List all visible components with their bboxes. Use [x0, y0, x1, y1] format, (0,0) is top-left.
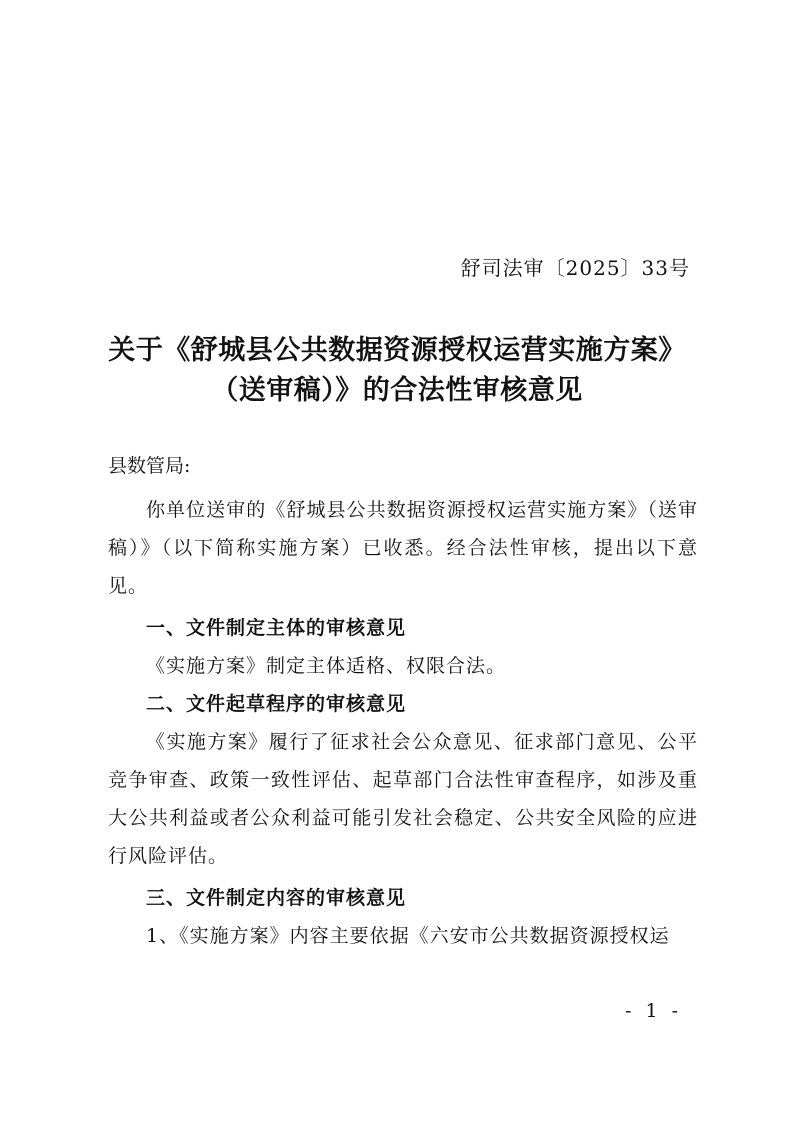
document-body [108, 491, 698, 955]
page-number: - 1 - [624, 1000, 682, 1022]
document-title-line-2: （送审稿）》的合法性审核意见 [211, 375, 583, 406]
section-heading-2: 二、文件起草程序的审核意见 [146, 693, 407, 715]
section-text-3: 1、《实施方案》内容主要依据《六安市公共数据资源授权运 [146, 925, 670, 947]
document-title-line-1: 关于《舒城县公共数据资源授权运营实施方案》 [108, 335, 686, 366]
section-text-2: 《实施方案》履行了征求社会公众意见、征求部门意见、公平竞争审查、政策一致性评估、起草部门合法性审查程序，如涉及重大公共利益或者公众利益可能引发社会稳定、公共安全风险的应进行风险评估。 [108, 731, 698, 867]
section-heading-1: 一、文件制定主体的审核意见 [146, 617, 407, 639]
intro-paragraph: 你单位送审的《舒城县公共数据资源授权运营实施方案》（送审稿）》（以下简称实施方案）已收悉。经合法性审核，提出以下意见。 [108, 499, 698, 597]
section-heading-3: 三、文件制定内容的审核意见 [146, 887, 407, 909]
recipient: 县数管局: [108, 455, 191, 477]
section-text-1: 《实施方案》制定主体适格、权限合法。 [146, 655, 507, 677]
document-number: 舒司法审〔2025〕33号 [460, 256, 690, 280]
